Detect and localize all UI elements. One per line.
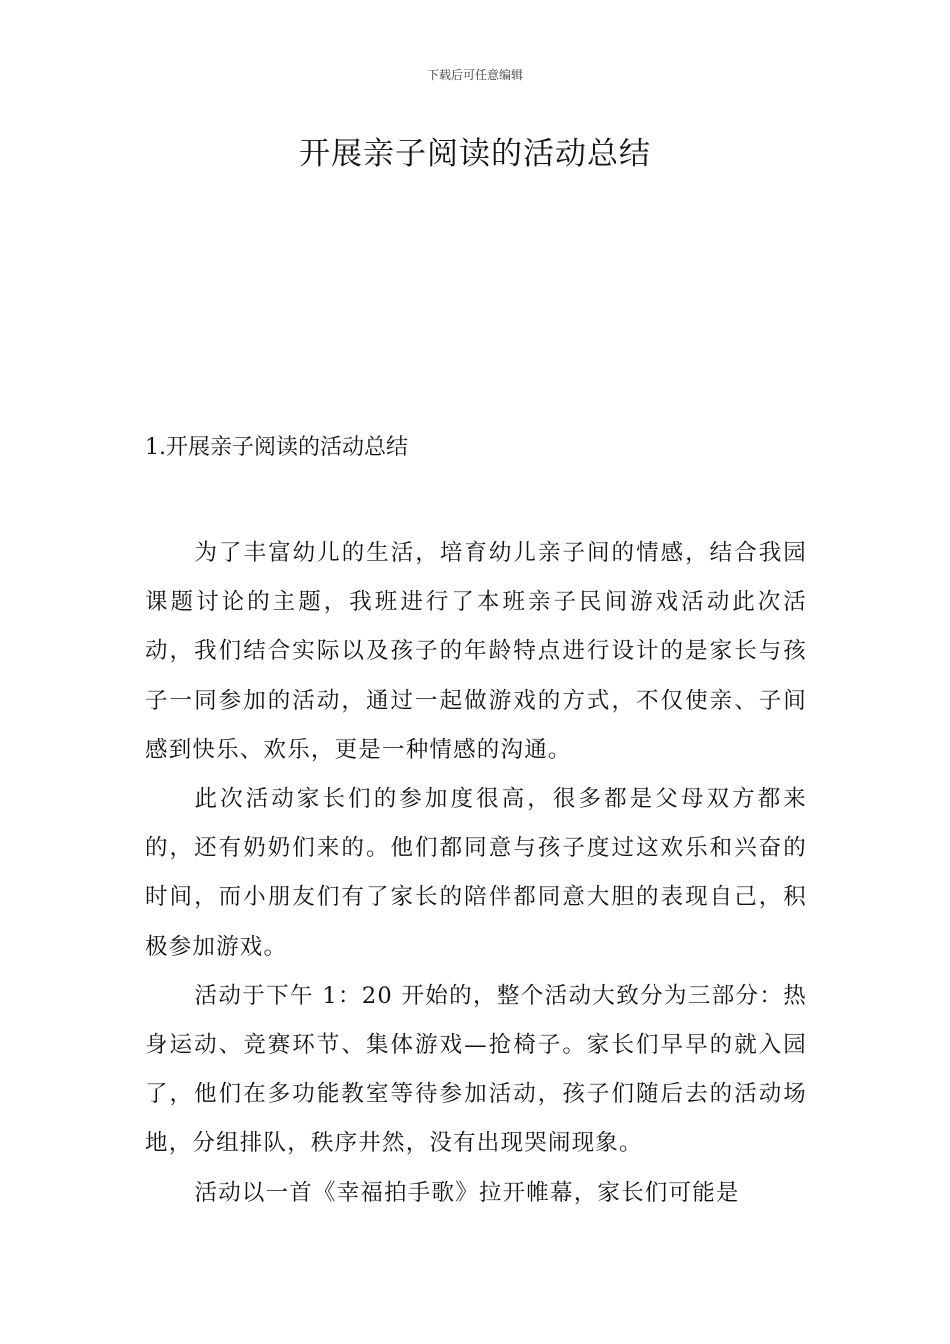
paragraph: 活动以一首《幸福拍手歌》拉开帷幕，家长们可能是 [194,1179,740,1206]
paragraph: 为了丰富幼儿的生活，培育幼儿亲子间的情感，结合我园课题讨论的主题，我班进行了本班亲子民间游戏活动此次活动，我们结合实际以及孩子的年龄特点进行设计的是家长与孩子一同参加的活动，通过一起做游戏的方式，不仅使亲、子间感到快乐、欢乐，更是一种情感的沟通。 [145,540,807,763]
section-heading: 1.开展亲子阅读的活动总结 [145,435,408,460]
paragraph: 此次活动家长们的参加度很高，很多都是父母双方都来的，还有奶奶们来的。他们都同意与孩子度过这欢乐和兴奋的时间，而小朋友们有了家长的陪伴都同意大胆的表现自己，积极参加游戏。 [145,786,807,960]
document-title: 开展亲子阅读的活动总结 [299,136,651,172]
header-note: 下载后可任意编辑 [426,68,523,82]
paragraph: 活动于下午 1：20 开始的，整个活动大致分为三部分：热身运动、竞赛环节、集体游戏—抢椅子。家长们早早的就入园了，他们在多功能教室等待参加活动，孩子们随后去的活动场地，分组排队，秩序井然，没有出现哭闹现象。 [145,982,807,1157]
body-text [145,529,807,1218]
